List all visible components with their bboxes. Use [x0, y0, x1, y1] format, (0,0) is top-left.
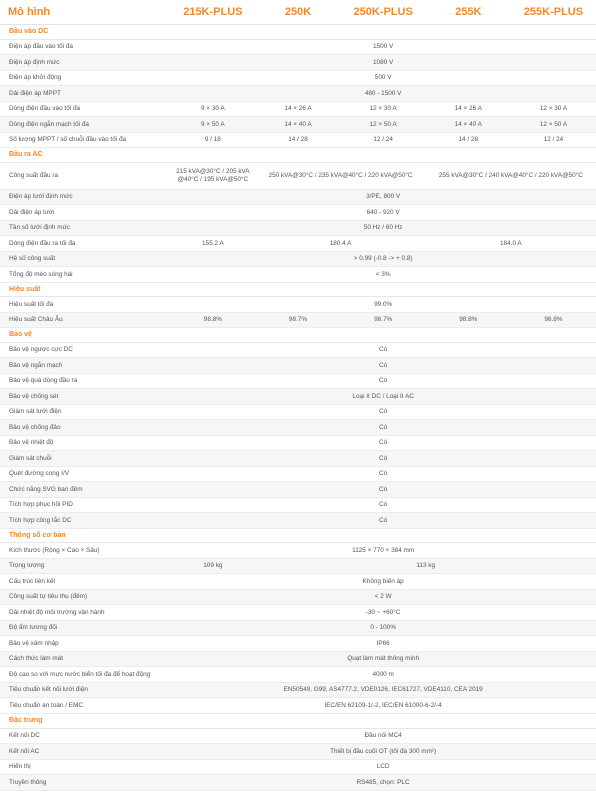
row-label: Bảo vệ quá dòng đầu ra — [0, 373, 170, 389]
row-value: 184.0 A — [426, 236, 596, 252]
section-title: Đầu ra AC — [0, 148, 596, 163]
row-value: Có — [170, 451, 596, 467]
row-value: 98.8% — [170, 312, 255, 328]
row-label: Tiêu chuẩn kết nối lưới điện — [0, 682, 170, 698]
table-row — [0, 312, 596, 328]
row-label: Trọng lượng — [0, 558, 170, 574]
row-value: Có — [170, 404, 596, 420]
section-title: Hiệu suất — [0, 282, 596, 297]
row-value: Có — [170, 435, 596, 451]
row-value: Không biến áp — [170, 574, 596, 590]
section-header-row — [0, 25, 596, 40]
row-value: LCD — [170, 759, 596, 775]
row-value: IP66 — [170, 636, 596, 652]
row-value: 14 × 40 A — [426, 117, 511, 133]
table-row — [0, 574, 596, 590]
section-title: Đặc trưng — [0, 713, 596, 728]
table-row — [0, 667, 596, 683]
row-value: 250 kVA@30°C / 235 kVA@40°C / 220 kVA@50°C — [255, 162, 425, 189]
section-title: Thông số cơ bản — [0, 528, 596, 543]
table-row — [0, 589, 596, 605]
row-value: IEC/EN 62109-1/-2, IEC/EN 61000-6-2/-4 — [170, 698, 596, 714]
row-label: Điện áp lưới định mức — [0, 189, 170, 205]
row-value: 255 kVA@30°C / 240 kVA@40°C / 220 kVA@50°C — [426, 162, 596, 189]
row-value: 155.2 A — [170, 236, 255, 252]
row-value: 3/PE, 800 V — [170, 189, 596, 205]
header-row — [0, 0, 596, 25]
row-label: Điện áp định mức — [0, 55, 170, 71]
row-value: Có — [170, 420, 596, 436]
row-label: Hiệu suất tối đa — [0, 297, 170, 313]
table-row — [0, 358, 596, 374]
header-model-250k-plus: 250K-PLUS — [341, 0, 426, 25]
row-value: -30 ~ +60°C — [170, 605, 596, 621]
row-value: 9 / 18 — [170, 132, 255, 148]
row-label: Hệ số công suất — [0, 251, 170, 267]
table-row — [0, 558, 596, 574]
row-value: 480 - 1500 V — [170, 86, 596, 102]
table-row — [0, 775, 596, 791]
row-label: Công suất tự tiêu thụ (đêm) — [0, 589, 170, 605]
row-value: 113 kg — [255, 558, 596, 574]
row-value: 9 × 30 A — [170, 101, 255, 117]
table-row — [0, 205, 596, 221]
row-value: 1080 V — [170, 55, 596, 71]
row-label: Dòng điện ngắn mạch tối đa — [0, 117, 170, 133]
row-label: Hiển thị — [0, 759, 170, 775]
row-value: 98.8% — [426, 312, 511, 328]
table-row — [0, 70, 596, 86]
table-row — [0, 759, 596, 775]
row-value: EN50549, G99, AS4777.2, VDE0126, IEC61727, VDE4110, CEA 2019 — [170, 682, 596, 698]
row-value: 12 / 24 — [511, 132, 596, 148]
table-row — [0, 435, 596, 451]
row-value: 12 / 24 — [341, 132, 426, 148]
row-value: 500 V — [170, 70, 596, 86]
table-row — [0, 189, 596, 205]
row-value: Có — [170, 513, 596, 529]
row-label: Chức năng SVG ban đêm — [0, 482, 170, 498]
table-row — [0, 39, 596, 55]
table-row — [0, 86, 596, 102]
row-value: 640 - 920 V — [170, 205, 596, 221]
row-label: Tần số lưới định mức — [0, 220, 170, 236]
row-label: Giám sát chuỗi — [0, 451, 170, 467]
section-header-row — [0, 282, 596, 297]
row-value: 12 × 30 A — [511, 101, 596, 117]
row-label: Truyền thông — [0, 775, 170, 791]
row-label: Kết nối AC — [0, 744, 170, 760]
row-value: 14 × 40 A — [255, 117, 340, 133]
section-title: Bảo vệ — [0, 328, 596, 343]
row-value: Có — [170, 466, 596, 482]
table-row — [0, 220, 596, 236]
row-value: Loại II DC / Loại II AC — [170, 389, 596, 405]
row-label: Điện áp khởi động — [0, 70, 170, 86]
row-label: Dòng điện đầu vào tối đa — [0, 101, 170, 117]
row-label: Giám sát lưới điện — [0, 404, 170, 420]
table-row — [0, 466, 596, 482]
row-value: 9 × 50 A — [170, 117, 255, 133]
row-label: Dải điện áp MPPT — [0, 86, 170, 102]
row-value: 12 × 30 A — [341, 101, 426, 117]
row-label: Quét đường cong I/V — [0, 466, 170, 482]
header-model-250k: 250K — [255, 0, 340, 25]
row-label: Số lượng MPPT / số chuỗi đầu vào tối đa — [0, 132, 170, 148]
row-label: Bảo vệ nhiệt độ — [0, 435, 170, 451]
row-label: Bảo vệ ngắn mạch — [0, 358, 170, 374]
table-row — [0, 482, 596, 498]
row-label: Độ ẩm tương đối — [0, 620, 170, 636]
row-value: 50 Hz / 60 Hz — [170, 220, 596, 236]
row-value: 99.0% — [170, 297, 596, 313]
row-label: Cấu trúc liên kết — [0, 574, 170, 590]
table-row — [0, 117, 596, 133]
table-row — [0, 373, 596, 389]
row-value: Thiết bị đầu cuối OT (tối đa 300 mm²) — [170, 744, 596, 760]
row-value: 1500 V — [170, 39, 596, 55]
table-row — [0, 420, 596, 436]
table-row — [0, 636, 596, 652]
row-label: Cách thức làm mát — [0, 651, 170, 667]
table-row — [0, 651, 596, 667]
table-row — [0, 698, 596, 714]
row-value: 14 × 26 A — [255, 101, 340, 117]
row-label: Tích hợp công tắc DC — [0, 513, 170, 529]
row-label: Tổng độ méo sóng hài — [0, 267, 170, 283]
row-label: Bảo vệ xâm nhập — [0, 636, 170, 652]
row-value: Có — [170, 497, 596, 513]
row-value: RS485, chọn: PLC — [170, 775, 596, 791]
row-value: > 0.99 (-0.8 -> + 0.8) — [170, 251, 596, 267]
table-row — [0, 451, 596, 467]
section-title: Đầu vào DC — [0, 25, 596, 40]
row-value: 98.7% — [341, 312, 426, 328]
row-label: Kết nối DC — [0, 728, 170, 744]
table-row — [0, 744, 596, 760]
row-value: 4000 m — [170, 667, 596, 683]
row-label: Tích hợp phục hồi PID — [0, 497, 170, 513]
row-label: Bảo vệ ngược cực DC — [0, 342, 170, 358]
row-value: 0 - 100% — [170, 620, 596, 636]
row-label: Kích thước (Rộng × Cao × Sâu) — [0, 543, 170, 559]
row-value: 109 kg — [170, 558, 255, 574]
row-value: Quạt làm mát thông minh — [170, 651, 596, 667]
table-row — [0, 605, 596, 621]
row-value: 12 × 50 A — [341, 117, 426, 133]
row-value: 14 / 28 — [426, 132, 511, 148]
row-value: Đầu nối MC4 — [170, 728, 596, 744]
row-value: 14 × 26 A — [426, 101, 511, 117]
row-label: Dải điện áp lưới — [0, 205, 170, 221]
row-label: Công suất đầu ra — [0, 162, 170, 189]
row-value: 12 × 50 A — [511, 117, 596, 133]
table-row — [0, 251, 596, 267]
header-model-215k-plus: 215K-PLUS — [170, 0, 255, 25]
table-row — [0, 513, 596, 529]
table-row — [0, 297, 596, 313]
row-value: 215 kVA@30°C / 205 kVA @40°C / 195 kVA@50°C — [170, 162, 255, 189]
row-label: Tiêu chuẩn an toàn / EMC — [0, 698, 170, 714]
row-value: 1125 × 770 × 384 mm — [170, 543, 596, 559]
spec-body — [0, 25, 596, 791]
table-row — [0, 543, 596, 559]
row-value: < 2 W — [170, 589, 596, 605]
section-header-row — [0, 528, 596, 543]
row-label: Bảo vệ chống đảo — [0, 420, 170, 436]
table-row — [0, 342, 596, 358]
table-row — [0, 132, 596, 148]
row-label: Hiệu suất Châu Âu — [0, 312, 170, 328]
header-model-label: Mô hình — [0, 0, 170, 25]
row-label: Dải nhiệt độ môi trường vận hành — [0, 605, 170, 621]
table-row — [0, 497, 596, 513]
row-label: Điện áp đầu vào tối đa — [0, 39, 170, 55]
row-value: 98.8% — [511, 312, 596, 328]
table-row — [0, 404, 596, 420]
header-model-255k-plus: 255K-PLUS — [511, 0, 596, 25]
table-row — [0, 620, 596, 636]
row-value: Có — [170, 342, 596, 358]
row-value: Có — [170, 373, 596, 389]
table-row — [0, 267, 596, 283]
table-row — [0, 236, 596, 252]
section-header-row — [0, 148, 596, 163]
section-header-row — [0, 713, 596, 728]
row-value: 98.7% — [255, 312, 340, 328]
table-row — [0, 728, 596, 744]
table-row — [0, 389, 596, 405]
row-label: Độ cao so với mực nước biển tối đa để hoạt động — [0, 667, 170, 683]
row-label: Dòng điện đầu ra tối đa — [0, 236, 170, 252]
header-model-255k: 255K — [426, 0, 511, 25]
row-value: 180.4 A — [255, 236, 425, 252]
table-row — [0, 162, 596, 189]
table-row — [0, 682, 596, 698]
row-value: Có — [170, 482, 596, 498]
section-header-row — [0, 328, 596, 343]
table-row — [0, 55, 596, 71]
row-value: 14 / 28 — [255, 132, 340, 148]
table-row — [0, 101, 596, 117]
row-label: Bảo vệ chống sét — [0, 389, 170, 405]
row-value: Có — [170, 358, 596, 374]
row-value: < 3% — [170, 267, 596, 283]
